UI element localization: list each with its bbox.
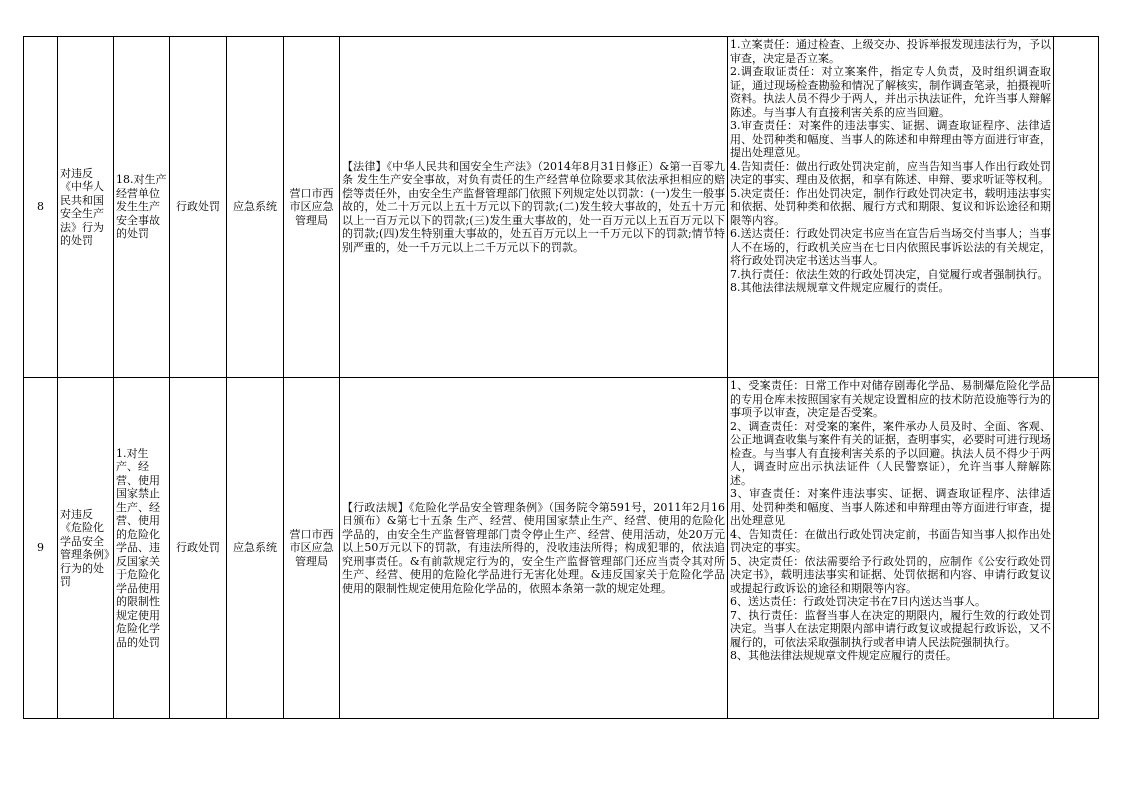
action-type: 行政处罚 [170,37,227,378]
duty-item: 3.审查责任：对案件的违法事实、证据、调查取证程序、法律适用、处罚种类和幅度、当事人的陈述和申辩理由等方面进行审查，提出处理意见。 [730,119,1051,159]
table-row [24,378,1099,719]
duty-item: 7.执行责任：依法生效的行政处罚决定，自觉履行或者强制执行。 [730,267,1049,281]
duty-item: 1.立案责任：通过检查、上级交办、投诉举报发现违法行为，予以审查，决定是否立案。 [730,38,1051,65]
legal-basis: 【行政法规】《危险化学品安全管理条例》（国务院令第591号，2011年2月16日颁布）&第七十五条 生产、经营、使用国家禁止生产、经营、使用的危险化学品的，由安全生产监督管理部门责令停止生产、经营、使用活动，处20万元以上50万元以下的罚款，有违法所得的，没收违法所得；构成犯罪的，依法追究刑事责任。&有前款规定行为的，安全生产监督管理部门还应当责令其对所生产、经营、使用的危险化学品进行无害化处理。&违反国家关于危险化学品使用的限制性规定使用危险化学品的，依照本条第一款的规定处理。 [340,378,728,719]
system: 应急系统 [227,378,284,719]
item-name: 对违反《危险化学品安全管理条例》行为的处罚 [58,378,114,719]
department: 营口市西市区应急管理局 [284,37,340,378]
duty-item: 8.其他法律法规规章文件规定应履行的责任。 [730,281,950,294]
table-row [24,37,1099,378]
duty-item: 4、告知责任：在做出行政处罚决定前，书面告知当事人拟作出处罚决定的事实。 [730,527,1051,554]
system: 应急系统 [227,37,284,378]
action-type: 行政处罚 [170,378,227,719]
duty-item: 6.送达责任：行政处罚决定书应当在宣告后当场交付当事人；当事人不在场的，行政机关应当在七日内依照民事诉讼法的有关规定，将行政处罚决定书送达当事人。 [730,227,1051,267]
duty-item: 6、送达责任：行政处罚决定书在7日内送达当事人。 [730,595,986,608]
department: 营口市西市区应急管理局 [284,378,340,719]
duty-item: 2.调查取证责任：对立案案件，指定专人负责，及时组织调查取证，通过现场检查勘验和情况了解核实，制作调查笔录，拍摄视听资料。执法人员不得少于两人，并出示执法证件，允许当事人辩解陈述。与当事人有直接利害关系的应当回避。 [730,65,1051,119]
sub-item: 18.对生产经营单位发生生产安全事故的处罚 [114,37,170,378]
item-name: 对违反《中华人民共和国安全生产法》行为的处罚 [58,37,114,378]
duty-item: 1、受案责任：日常工作中对储存剧毒化学品、易制爆危险化学品的专用仓库未按照国家有关规定设置相应的技术防范设施等行为的事项予以审查，决定是否受案。 [730,379,1051,419]
duty-item: 2、调查责任：对受案的案件，案件承办人员及时、全面、客观、公正地调查收集与案件有关的证据，查明事实，必要时可进行现场检查。与当事人有直接利害关系的予以回避。执法人员不得少于两人，调查时应出示执法证件（人民警察证），允许当事人辩解陈述。 [730,419,1051,487]
remark [1054,37,1099,378]
remark [1054,378,1099,719]
duty-item: 7、执行责任：监督当事人在决定的期限内，履行生效的行政处罚决定。当事人在法定期限内部申请行政复议或提起行政诉讼，又不履行的，可依法采取强制执行或者申请人民法院强制执行。 [730,608,1051,649]
duties [728,378,1054,719]
row-number: 8 [24,37,58,378]
duty-item: 8、其他法律法规规章文件规定应履行的责任。 [730,649,957,662]
duty-item: 5、决定责任：依法需要给予行政处罚的，应制作《公安行政处罚决定书》，载明违法事实和证据、处罚依据和内容、申请行政复议或提起行政诉讼的途径和期限等内容。 [730,554,1051,595]
duty-item: 5.决定责任：作出处罚决定，制作行政处罚决定书，载明违法事实和依据、处罚种类和依据、履行方式和期限、复议和诉讼途径和期限等内容。 [730,186,1051,227]
duty-item: 4.告知责任：做出行政处罚决定前，应当告知当事人作出行政处罚决定的事实、理由及依据，和享有陈述、申辩、要求听证等权利。 [730,159,1051,186]
row-number: 9 [24,378,58,719]
responsibility-table [23,36,1099,719]
sub-item: 1.对生产、经营、使用国家禁止生产、经营、使用的危险化学品、违反国家关于危险化学品使用的限制性规定使用危险化学品的处罚 [114,378,170,719]
legal-basis: 【法律】《中华人民共和国安全生产法》（2014年8月31日修正）&第一百零九条 发生生产安全事故，对负有责任的生产经营单位除要求其依法承担相应的赔偿等责任外，由安全生产监督管理部门依照下列规定处以罚款：(一)发生一般事故的，处二十万元以上五十万元以下的罚款;(二)发生较大事故的，处五十万元以上一百万元以下的罚款;(三)发生重大事故的，处一百万元以上五百万元以下的罚款;(四)发生特别重大事故的，处五百万元以上一千万元以下的罚款;情节特别严重的，处一千万元以上二千万元以下的罚款。 [340,37,728,378]
duty-item: 3、审查责任：对案件违法事实、证据、调查取证程序、法律适用、处罚种类和幅度、当事人陈述和申辩理由等方面进行审查，提出处理意见 [730,487,1051,527]
duties [728,37,1054,378]
